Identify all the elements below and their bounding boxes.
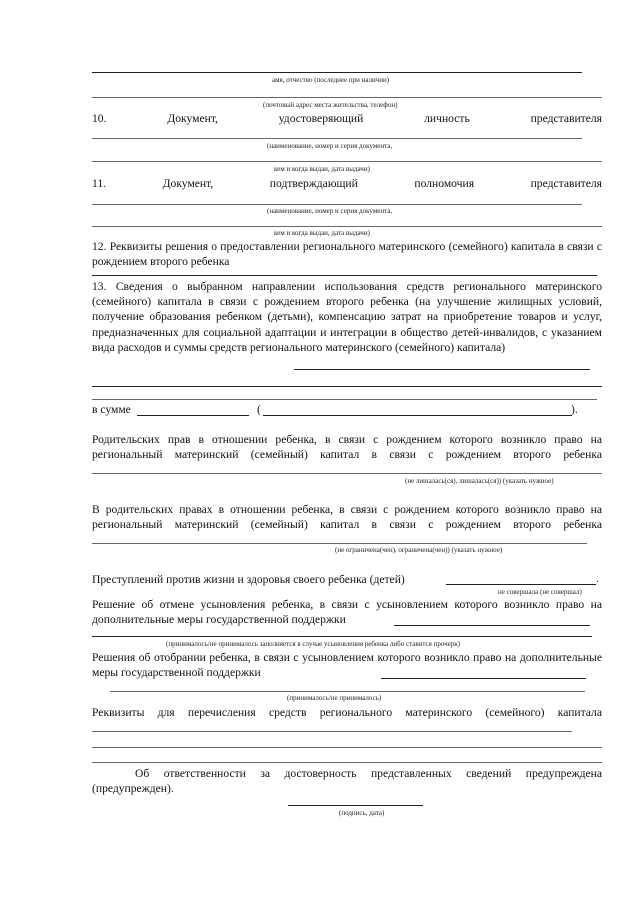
item-10-issued-caption: кем и когда выдан, дата выдачи) [274,165,370,173]
item-10-word-4: представителя [530,112,602,125]
item-11-issued-line [92,226,602,227]
item-11-word-4: представителя [530,177,602,190]
adoption-cancel-end-line [394,625,590,626]
item-13-line-2 [92,399,597,400]
removal-caption: (принималось/не принималось) [287,694,382,702]
sum-open-paren: ( [257,403,261,416]
address-caption: (почтовый адрес места жительства, телефон) [263,101,398,109]
bank-line-2 [92,747,602,748]
item-10-name-caption: (наименование, номер и серия документа, [267,142,393,150]
sum-words-line [263,415,572,416]
item-10-issued-line [92,161,602,162]
crimes-caption: не совершала (не совершал) [498,588,582,596]
signature-line [288,805,423,806]
sum-label: в сумме [92,403,131,416]
item-10-word-2: удостоверяющий [278,112,364,125]
bank-requisites-text: Реквизиты для перечисления средств регионального материнского (семейного) капитала [92,706,602,719]
adoption-cancel-caption: (принималось/не принималось заполняется в случае усыновления ребенка либо ставится прочерк) [166,640,461,648]
item-11-document-line [92,204,582,205]
crimes-end: . [596,572,599,585]
application-form-page [92,0,602,905]
restricted-rights-caption: (не ограничена(чен), ограничена(чен)) (указать нужное) [335,546,503,554]
item-12-text: 12. Реквизиты решения о предоставлении регионального материнского (семейного) капитала в связи с рождением второго ребенка [92,240,602,269]
adoption-cancel-text: Решение об отмене усыновления ребенка, в связи с усыновлением которого возникло право на дополнительные меры государственной поддержки [92,598,602,627]
item-13-text: 13. Сведения о выбранном направлении использования средств регионального материнского (семейного) капитала в связи с рождением второго ребенка (на улучшение жилищных условий, получение образования ребенком (детьми), компенсацию затрат на приобретение товаров и услуг, предназначенных для социальной адаптации и интеграции в общество детей-инвалидов, с указанием вида расходов и суммы средств регионального материнского (семейного) капитала) [92,280,602,354]
crimes-text: Преступлений против жизни и здоровья своего ребенка (детей) [92,573,405,586]
item-10-number: 10. [92,112,107,125]
item-11-heading [92,176,602,191]
item-11-word-3: полномочия [414,177,475,190]
item-11-issued-caption: кем и когда выдан, дата выдачи) [274,229,370,237]
removal-text: Решения об отобрании ребенка, в связи с усыновлением которого возникло право на дополнительные меры государственной поддержки [92,651,602,680]
bank-line-1 [92,731,572,732]
item-10-word-1: Документ, [167,112,218,125]
parental-rights-caption: (не лишалась(ся), лишалась(ся)) (указать нужное) [405,477,554,485]
removal-line [110,691,585,692]
item-13-end-line [294,369,590,370]
sum-close-paren: ). [571,403,578,416]
item-11-word-2: подтверждающий [269,177,358,190]
name-line [92,72,582,73]
restricted-rights-line [92,543,587,544]
bank-line-3 [92,762,602,763]
removal-end-line [381,678,586,679]
item-13-line-1 [92,386,602,387]
restricted-rights-text: В родительских правах в отношении ребенка, в связи с рождением которого возникло право на региональный материнский (семейный) капитал в связи с рождением второго ребенка [92,503,602,532]
name-caption: амя, отчество (последнее при наличии) [272,76,390,84]
crimes-line [446,584,596,585]
item-11-number: 11. [92,177,107,190]
sum-amount-line [137,415,249,416]
signature-caption: (подпись, дата) [339,809,385,817]
item-11-word-1: Документ, [162,177,214,190]
address-line [92,97,602,98]
item-10-document-line [92,138,582,139]
item-10-word-3: личность [424,112,470,125]
item-12-line [92,275,597,276]
responsibility-text: Об ответственности за достоверность представленных сведений предупреждена (предупрежден). [92,767,602,796]
item-11-name-caption: (наименование, номер и серия документа, [267,207,393,215]
adoption-cancel-line [92,636,592,637]
parental-rights-text: Родительских прав в отношении ребенка, в связи с рождением которого возникло право на региональный материнский (семейный) капитал в связи с рождением второго ребенка [92,433,602,462]
parental-rights-line [92,473,602,474]
item-10-heading [92,111,602,126]
